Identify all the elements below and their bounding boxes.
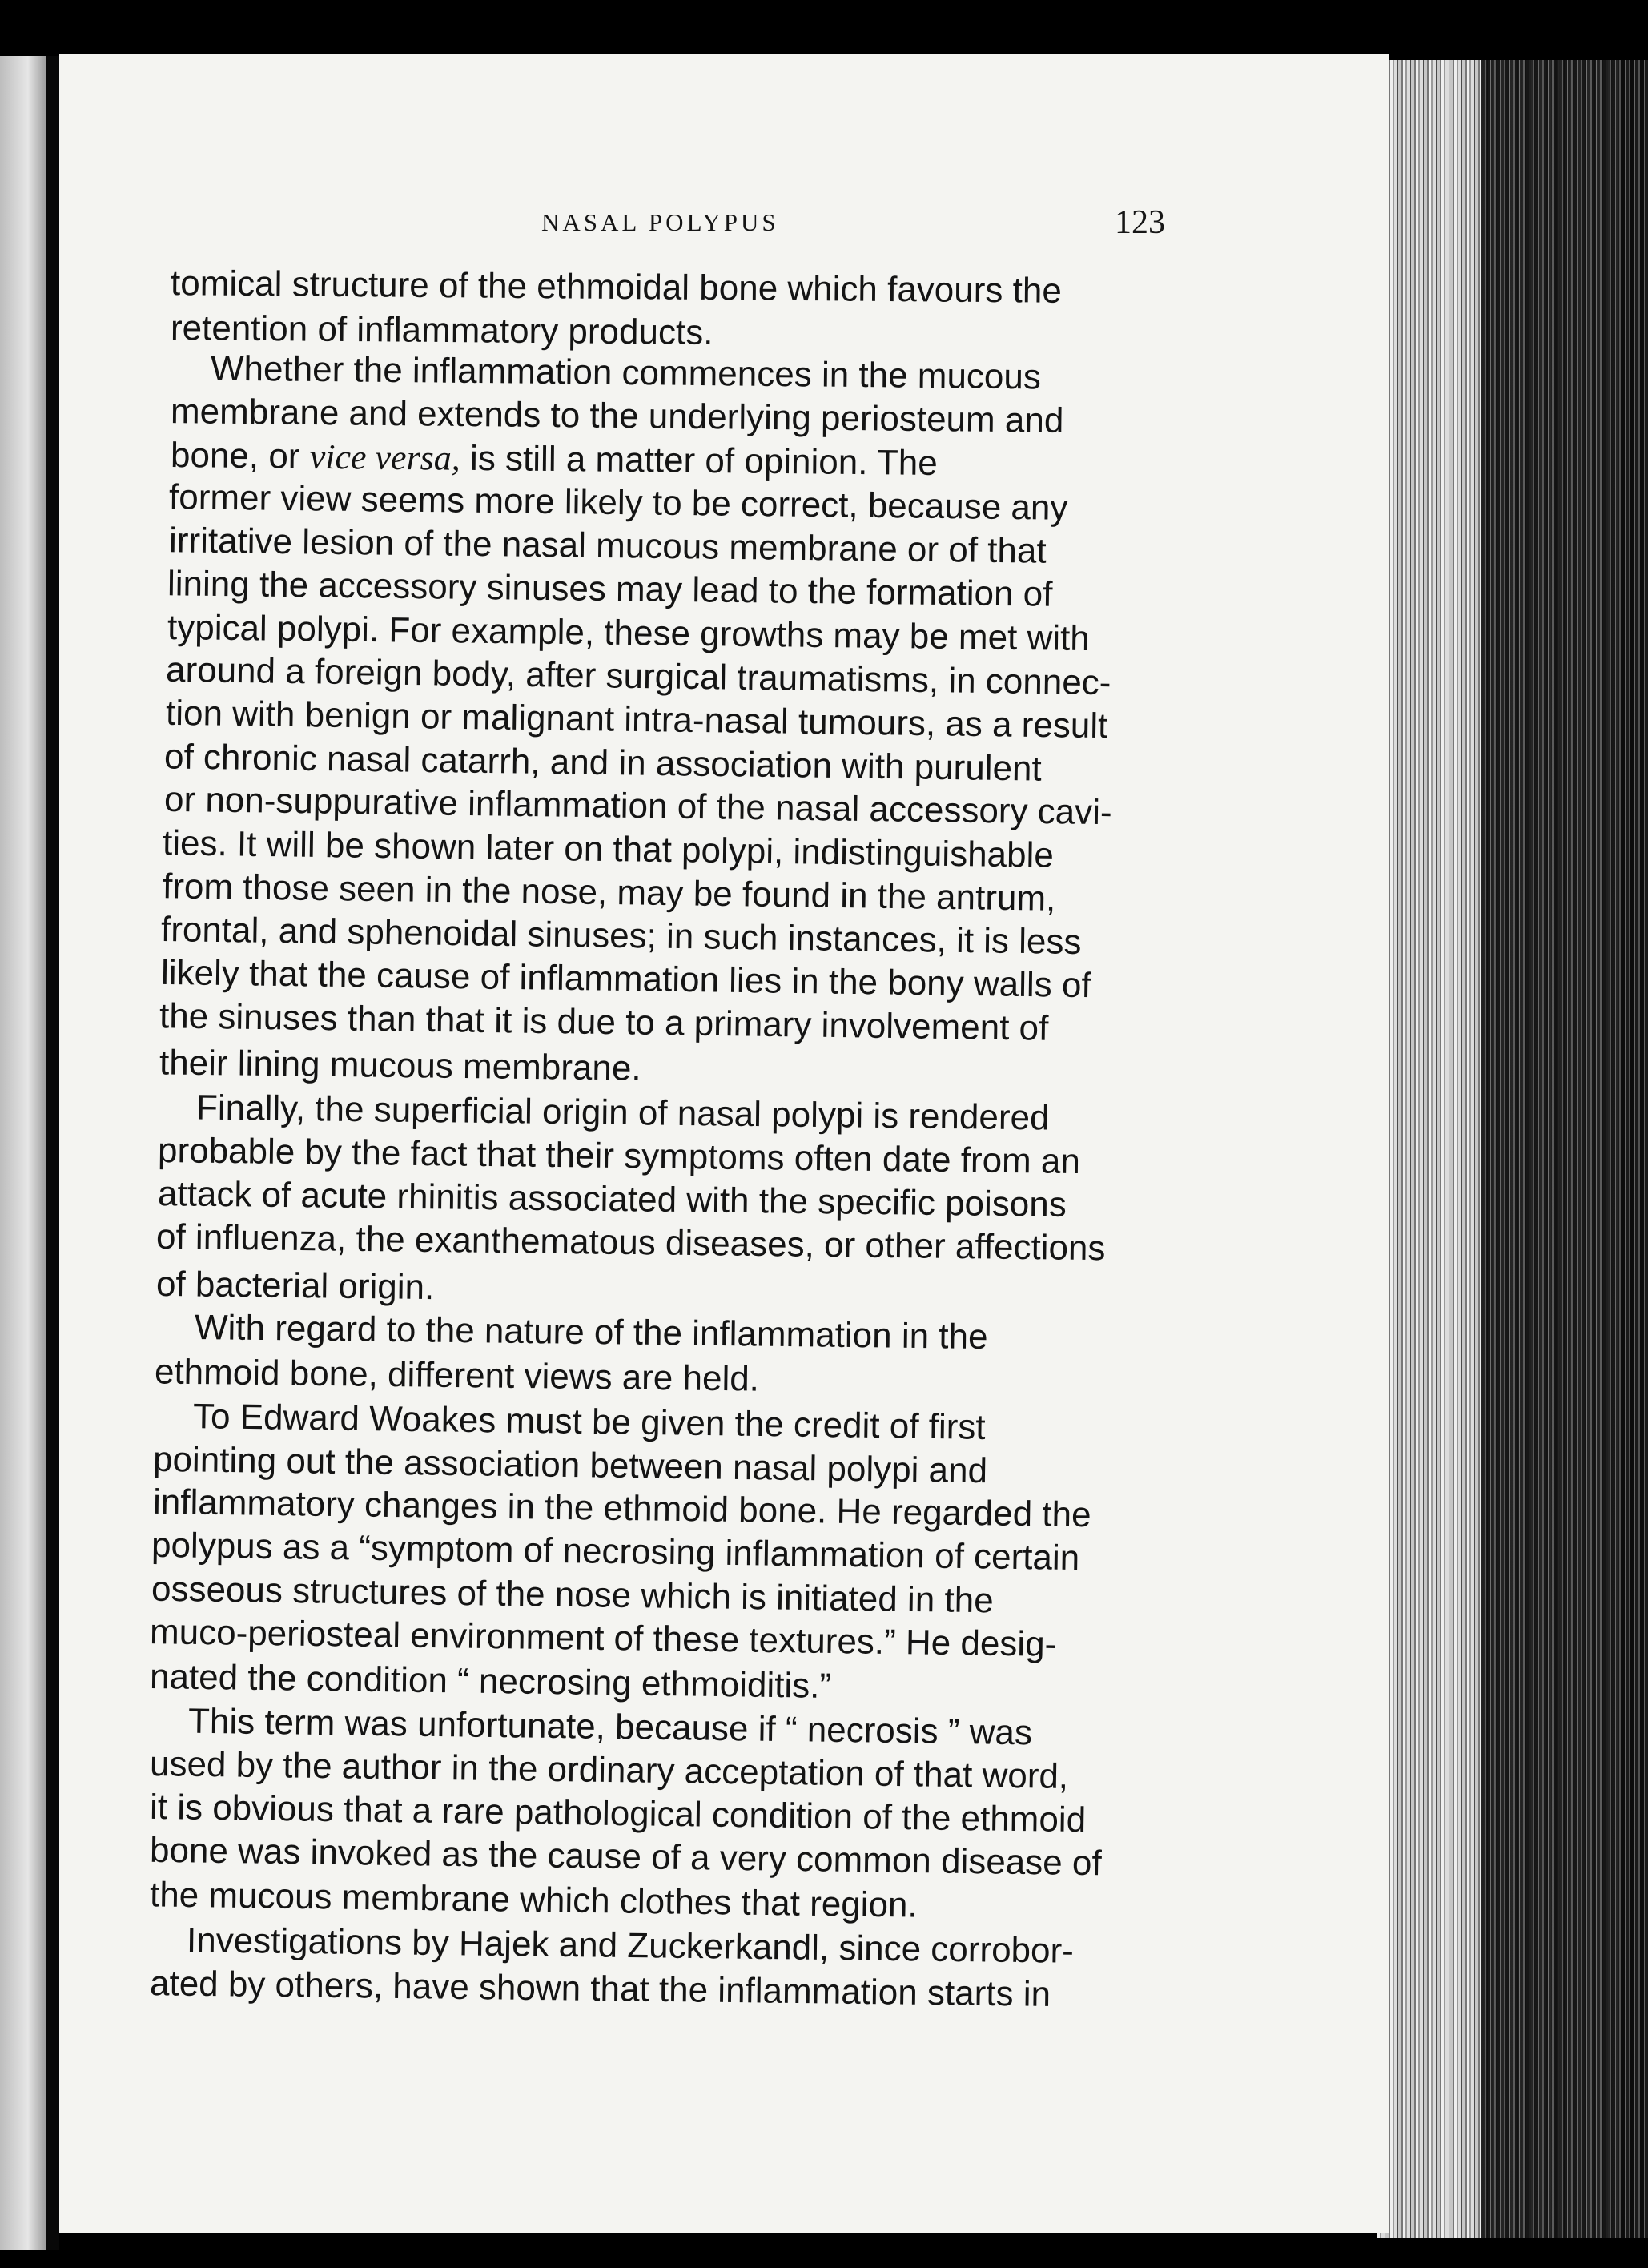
text-line: former view seems more likely to be correct, because any [168,477,1068,528]
text-line: it is obvious that a rare pathological condition of the ethmoid [149,1787,1087,1840]
text-line: muco-periosteal environment of these textures.” He desig- [149,1612,1057,1664]
text-line: osseous structures of the nose which is initiated in the [151,1569,994,1621]
text-line: tomical structure of the ethmoidal bone which favours the [170,263,1063,311]
text-line: nated the condition “ necrosing ethmoiditis.” [149,1657,832,1706]
text-line [171,435,938,485]
text-line: of bacterial origin. [155,1264,435,1308]
text-line: the sinuses than that it is due to a primary involvement of [159,996,1049,1048]
running-head: NASAL POLYPUS [541,208,779,236]
text-line: or non-suppurative inflammation of the nasal accessory cavi- [163,779,1112,833]
text-line: Whether the inflammation commences in the mucous [210,348,1042,397]
text-line: With regard to the nature of the inflammation in the [194,1307,988,1357]
text-line: from those seen in the nose, may be found in the antrum, [162,867,1056,919]
text-line: pointing out the association between nasal polypi and [152,1439,988,1491]
text-line: probable by the fact that their symptoms often date from an [157,1130,1081,1182]
text-line: lining the accessory sinuses may lead to the formation of [167,564,1053,614]
text-line: retention of inflammatory products. [170,308,713,352]
facing-page-edge [0,56,46,2250]
text-line: ties. It will be shown later on that polypi, indistinguishable [162,823,1055,875]
text-line: tion with benign or malignant intra-nasal tumours, as a result [165,693,1108,746]
text-line: Investigations by Hajek and Zuckerkandl, since corrobor- [186,1920,1075,1971]
text-line: of influenza, the exanthematous diseases, or other affections [155,1216,1106,1269]
text-line: the mucous membrane which clothes that region. [149,1875,918,1925]
text-line: polypus as a “symptom of necrosing inflammation of certain [151,1525,1080,1578]
text-line: ethmoid bone, different views are held. [154,1352,760,1399]
text-run: bone, or [170,435,300,477]
italic-text: vice versa, [309,436,461,478]
text-line: of chronic nasal catarrh, and in association with purulent [163,737,1043,789]
text-line: inflammatory changes in the ethmoid bone. He regarded the [152,1482,1091,1535]
text-line: Finally, the superficial origin of nasal polypi is rendered [195,1088,1050,1138]
text-line: irritative lesion of the nasal mucous membrane or of that [168,521,1047,571]
text-line: around a foreign body, after surgical traumatisms, in connec- [165,649,1111,703]
text-line: their lining mucous membrane. [159,1043,641,1088]
text-line: frontal, and sphenoidal sinuses; in such instances, it is less [160,909,1082,963]
book-gutter [46,56,59,2250]
page-number: 123 [1115,204,1165,241]
text-line: used by the author in the ordinary acceptation of that word, [149,1743,1069,1797]
text-line: membrane and extends to the underlying periosteum and [170,392,1064,440]
text-run: is still a matter of opinion. The [469,438,938,484]
text-line: likely that the cause of inflammation lies in the bony walls of [160,952,1091,1006]
text-line: ated by others, have shown that the inflammation starts in [149,1964,1051,2014]
text-line: attack of acute rhinitis associated with the specific poisons [157,1174,1067,1224]
text-line: To Edward Woakes must be given the credit of first [192,1397,986,1447]
text-line: typical polypi. For example, these growths may be met with [167,607,1091,659]
text-line: bone was invoked as the cause of a very common disease of [149,1830,1102,1884]
book-fore-edge [1481,60,1648,2238]
text-line: This term was unfortunate, because if “ necrosis ” was [187,1701,1033,1753]
